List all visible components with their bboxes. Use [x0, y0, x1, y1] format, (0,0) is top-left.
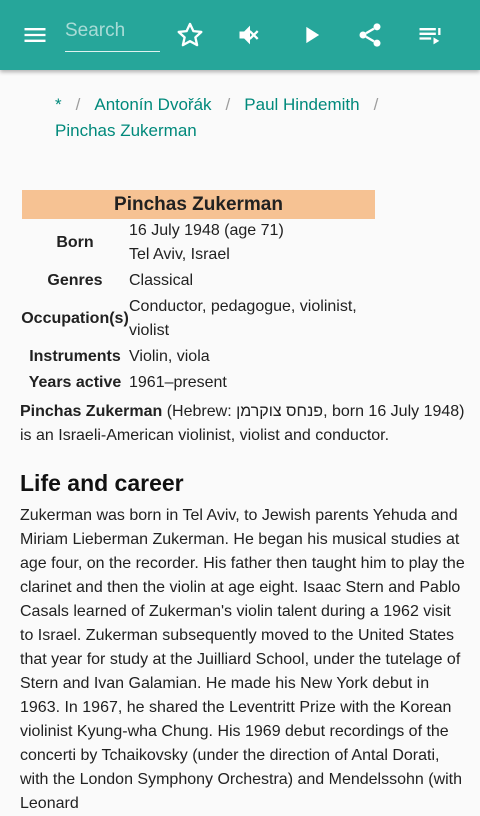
volume-off-icon[interactable] — [232, 17, 268, 53]
breadcrumb — [55, 92, 455, 144]
infobox-label: Born — [56, 234, 94, 251]
breadcrumb-item-dvorak[interactable]: Antonín Dvořák — [94, 95, 212, 114]
infobox-title: Pinchas Zukerman — [22, 190, 375, 219]
occupation-line: violist — [129, 322, 170, 339]
share-icon[interactable] — [352, 17, 388, 53]
infobox-value — [128, 371, 382, 395]
infobox — [22, 190, 382, 395]
infobox-row-instruments — [22, 345, 382, 369]
subject-name: Pinchas Zukerman — [20, 403, 163, 420]
infobox-row-years-active — [22, 371, 382, 395]
infobox-label: Occupation(s) — [21, 310, 129, 327]
breadcrumb-item-zukerman[interactable]: Pinchas Zukerman — [55, 121, 197, 140]
infobox-value — [128, 219, 382, 267]
infobox-value — [128, 295, 382, 343]
infobox-value — [128, 345, 382, 369]
born-place[interactable]: Tel Aviv, Israel — [129, 246, 230, 263]
infobox-label: Instruments — [29, 348, 121, 365]
infobox-row-born — [22, 219, 382, 267]
breadcrumb-separator: / — [225, 95, 231, 114]
search-field[interactable] — [65, 14, 160, 52]
infobox-label: Years active — [28, 374, 122, 391]
intro-paragraph — [20, 400, 465, 448]
born-date: 16 July 1948 (age 71) — [129, 222, 284, 239]
search-input[interactable] — [65, 14, 160, 48]
infobox-row-occupation — [22, 295, 382, 343]
breadcrumb-separator: / — [373, 95, 379, 114]
breadcrumb-item-hindemith[interactable]: Paul Hindemith — [244, 95, 360, 114]
breadcrumb-item-root[interactable]: * — [55, 95, 62, 114]
play-icon[interactable] — [293, 17, 329, 53]
playlist-icon[interactable] — [412, 17, 448, 53]
menu-icon[interactable] — [17, 17, 53, 53]
years-active-value: 1961–present — [129, 374, 227, 391]
infobox-label: Genres — [47, 272, 103, 289]
intro-text: (Hebrew: פנחס צוקרמן, born 16 July 1948) is an Israeli-American violinist, violist and conductor. — [20, 403, 465, 444]
occupation-line: Conductor, pedagogue, violinist, — [129, 298, 357, 315]
infobox-row-genres — [22, 269, 382, 293]
section-paragraph: Zukerman was born in Tel Aviv, to Jewish parents Yehuda and Miriam Lieberman Zukerman. He began his musical studies at age four, on the recorder. His father then taught him to play the clarinet and then the violin at age eight. Isaac Stern and Pablo Casals learned of Zukerman's violin talent during a 1962 visit to Israel. Zukerman subsequently moved to the United States that year for study at the Juilliard School, under the tutelage of Stern and Ivan Galamian. He made his New York debut in 1963. In 1967, he shared the Leventritt Prize with the Korean violinist Kyung-wha Chung. His 1969 debut recordings of the concerti by Tchaikovsky (under the direction of Antal Dorati, with the London Symphony Orchestra) and Mendelssohn (with Leonard — [20, 507, 465, 812]
star-outline-icon[interactable] — [172, 17, 208, 53]
infobox-value — [128, 269, 382, 293]
genre-value[interactable]: Classical — [129, 272, 194, 289]
instruments-value: Violin, viola — [129, 348, 210, 365]
app-toolbar — [0, 0, 480, 70]
article-content — [0, 70, 480, 812]
section-heading: Life and career — [20, 470, 184, 496]
breadcrumb-separator: / — [75, 95, 81, 114]
